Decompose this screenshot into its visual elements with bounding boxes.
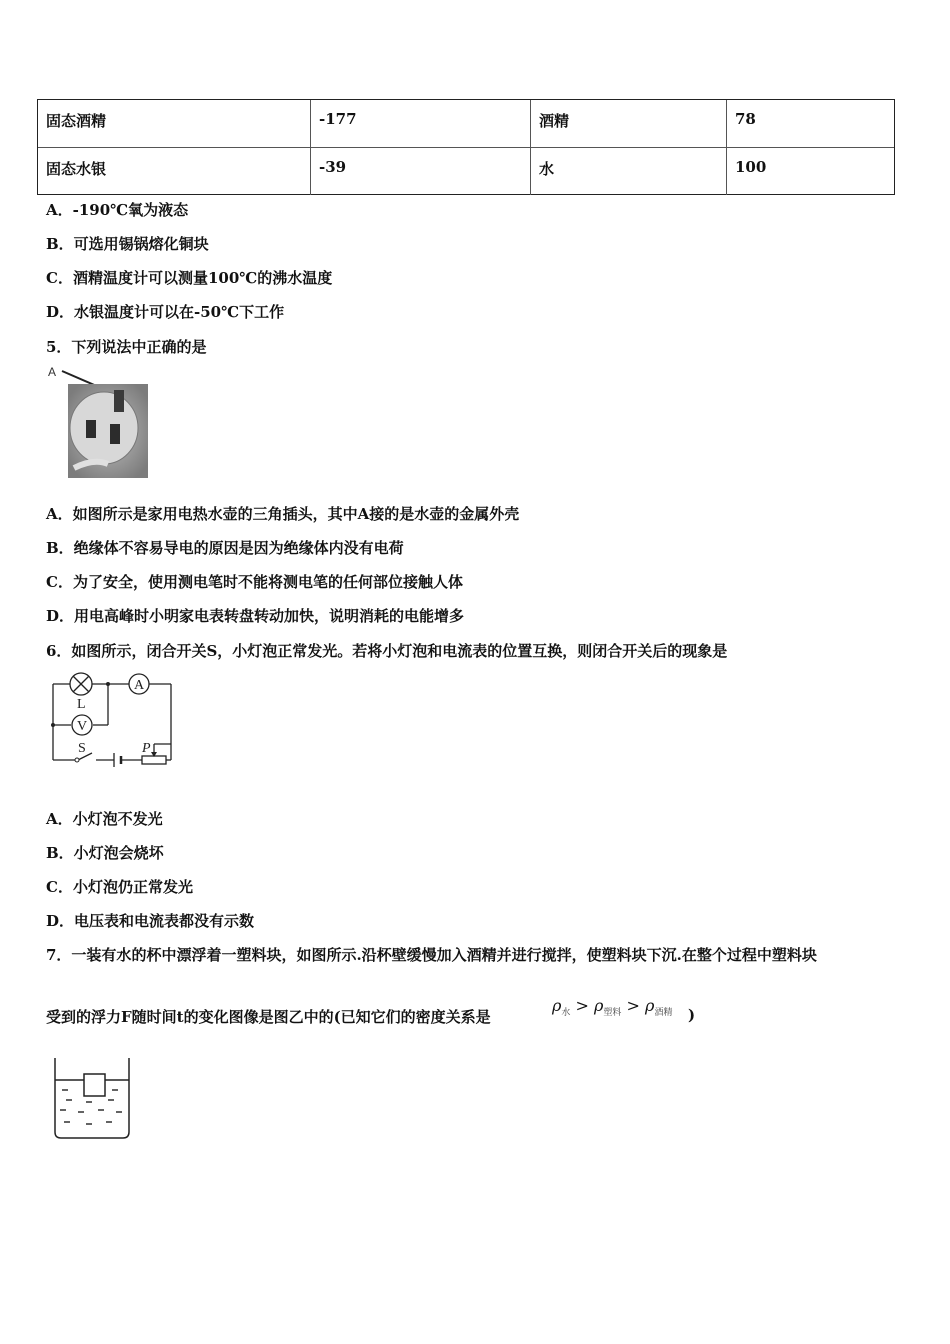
table-cell: 酒精	[531, 100, 727, 147]
melting-point-table	[37, 99, 895, 195]
plug-figure-label: A	[48, 365, 57, 379]
q5-option-a[interactable]: A．如图所示是家用电热水壶的三角插头，其中A接的是水壶的金属外壳	[46, 505, 520, 523]
q6-stem: 6．如图所示，闭合开关S，小灯泡正常发光。若将小灯泡和电流表的位置互换，则闭合开关后的现象是	[46, 642, 728, 660]
q6-option-b[interactable]: B．小灯泡会烧坏	[46, 844, 164, 862]
q5-option-b[interactable]: B．绝缘体不容易导电的原因是因为绝缘体内没有电荷	[46, 539, 404, 557]
q5-stem: 5．下列说法中正确的是	[46, 338, 207, 356]
voltmeter-label: V	[77, 719, 88, 734]
table-row	[38, 148, 894, 195]
q6-option-d[interactable]: D．电压表和电流表都没有示数	[46, 912, 255, 930]
plug-photo	[44, 362, 154, 482]
cup-with-block-figure	[50, 1054, 134, 1142]
table-cell: 固态水银	[38, 148, 311, 195]
q4-option-d[interactable]: D．水银温度计可以在-50℃下工作	[46, 303, 285, 321]
table-cell: -177	[311, 100, 531, 147]
table-cell: 水	[531, 148, 727, 195]
q5-option-d[interactable]: D．用电高峰时小明家电表转盘转动加快，说明消耗的电能增多	[46, 607, 465, 625]
q6-option-c[interactable]: C．小灯泡仍正常发光	[46, 878, 193, 896]
table-cell: -39	[311, 148, 531, 195]
ammeter-label: A	[134, 678, 145, 693]
circuit-diagram	[46, 670, 178, 774]
slider-label: P	[142, 741, 151, 756]
q7-stem-close: )	[688, 1006, 696, 1024]
q7-stem-line2: 受到的浮力F随时间t的变化图像是图乙中的(已知它们的密度关系是	[46, 1008, 491, 1026]
density-relation: $\rho_水 > \rho_{塑料} > \rho_{酒精}$	[552, 996, 673, 1019]
q5-option-c[interactable]: C．为了安全，使用测电笔时不能将测电笔的任何部位接触人体	[46, 573, 463, 591]
switch-label: S	[78, 741, 86, 756]
lamp-label: L	[77, 697, 86, 712]
q4-option-c[interactable]: C．酒精温度计可以测量100℃的沸水温度	[46, 269, 333, 287]
q7-stem-line1: 7．一装有水的杯中漂浮着一塑料块，如图所示.沿杯壁缓慢加入酒精并进行搅拌，使塑料块下沉.在整个过程中塑料块	[46, 946, 817, 964]
table-cell: 100	[735, 158, 767, 176]
table-cell: 固态酒精	[38, 100, 311, 147]
q4-option-a[interactable]: A．-190℃氧为液态	[46, 201, 189, 219]
table-cell: 78	[735, 110, 756, 128]
table-row	[38, 100, 894, 148]
q4-option-b[interactable]: B．可选用锡锅熔化铜块	[46, 235, 209, 253]
q6-option-a[interactable]: A．小灯泡不发光	[46, 810, 163, 828]
